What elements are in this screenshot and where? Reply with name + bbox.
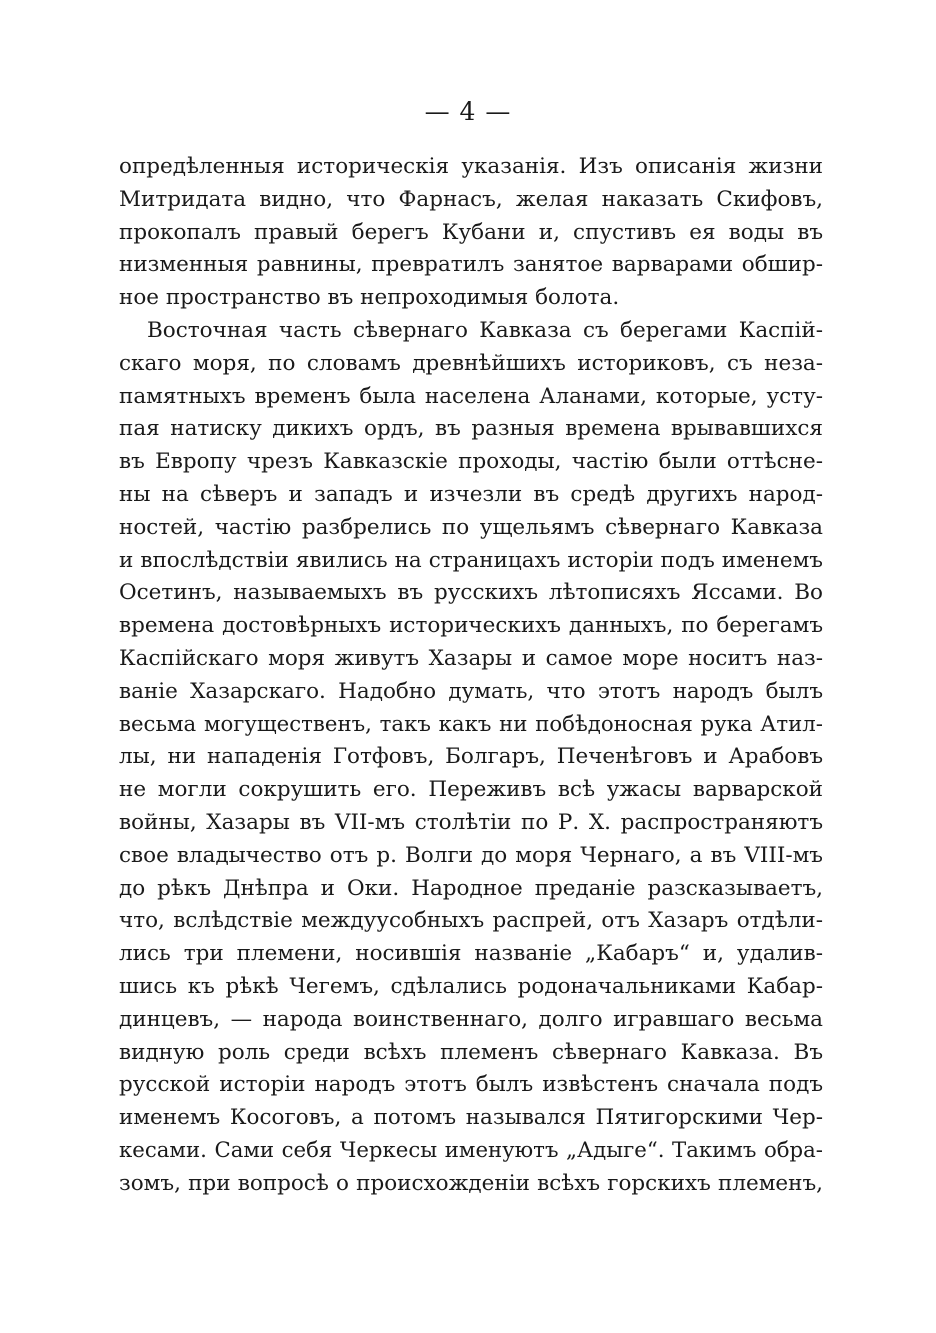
text-line: Митридата видно, что Фарнасъ, желая наказать Скифовъ, xyxy=(119,186,823,212)
text-line: ностей, частію разбрелись по ущельямъ сѣвернаго Кавказа xyxy=(119,514,823,540)
text-line: опредѣленныя историческія указанія. Изъ описанія жизни xyxy=(119,154,823,179)
text-line: Осетинъ, называемыхъ въ русскихъ лѣтописяхъ Ясcами. Во xyxy=(119,580,823,606)
page-text xyxy=(119,151,823,1201)
text-line: русской исторіи народъ этотъ былъ извѣстенъ сначала подъ xyxy=(119,1072,823,1098)
text-line: прокопалъ правый берегъ Кубани и, спустивъ ея воды въ xyxy=(119,219,823,245)
text-line: зомъ, при вопросѣ о происхожденіи всѣхъ горскихъ племенъ, xyxy=(119,1170,823,1196)
text-line: и впослѣдствіи явились на страницахъ исторіи подъ именемъ xyxy=(119,547,823,573)
text-line: въ Европу чрезъ Кавказскіе проходы, частію были оттѣсне- xyxy=(119,449,823,475)
page-number: — 4 — xyxy=(424,97,512,126)
text-line: свое владычество отъ р. Волги до моря Чернаго, а въ VIII-мъ xyxy=(119,842,823,868)
text-line: не могли сокрушить его. Переживъ всѣ ужасы варварской xyxy=(119,777,823,803)
text-line: Восточная часть сѣвернаго Кавказа съ берегами Каспій- xyxy=(147,317,823,343)
text-line: лись три племени, носившія названіе „Кабаръ“ и, удалив- xyxy=(119,941,823,967)
text-line: видную роль среди всѣхъ племенъ сѣвернаго Кавказа. Въ xyxy=(119,1039,823,1065)
text-line: кесами. Сами себя Черкесы именуютъ „Адыге“. Такимъ обра- xyxy=(119,1137,823,1163)
text-line: пая натиску дикихъ ордъ, въ разныя времена врывавшихся xyxy=(119,416,823,442)
text-line: динцевъ, — народа воинственнаго, долго игравшаго весьма xyxy=(119,1006,823,1032)
text-line: ны на сѣверъ и западъ и изчезли въ средѣ другихъ народ- xyxy=(119,481,823,507)
text-line: низменныя равнины, превратилъ занятое варварами обшир- xyxy=(119,252,823,278)
text-line: до рѣкъ Днѣпра и Оки. Народное преданіе разсказываетъ, xyxy=(119,875,823,901)
text-line: ваніе Хазарскаго. Надобно думать, что этотъ народъ былъ xyxy=(119,678,823,704)
text-line: войны, Хазары въ VII-мъ столѣтіи по Р. Х. распространяютъ xyxy=(119,809,823,835)
text-line: что, вслѣдствіе междуусобныхъ распрей, отъ Хазаръ отдѣли- xyxy=(119,908,823,934)
text-line: Каспійскаго моря живутъ Хазары и самое море носитъ наз- xyxy=(119,645,823,671)
text-line: лы, ни нападенія Готфовъ, Болгаръ, Печенѣговъ и Арабовъ xyxy=(119,744,823,770)
text-line: именемъ Косоговъ, а потомъ назывался Пятигорскими Чер- xyxy=(119,1105,823,1131)
text-line: скаго моря, по словамъ древнѣйшихъ историковъ, съ неза- xyxy=(119,350,823,376)
text-line: памятныхъ временъ была населена Аланами, которые, усту- xyxy=(119,383,823,409)
text-line: шись къ рѣкѣ Чегемъ, сдѣлались родоначальниками Кабар- xyxy=(119,973,823,999)
text-line: весьма могущественъ, такъ какъ ни побѣдоносная рука Атил- xyxy=(119,711,823,737)
text-line: ное пространство въ непроходимыя болота. xyxy=(119,285,620,311)
text-line: времена достовѣрныхъ историческихъ данныхъ, по берегамъ xyxy=(119,613,823,639)
